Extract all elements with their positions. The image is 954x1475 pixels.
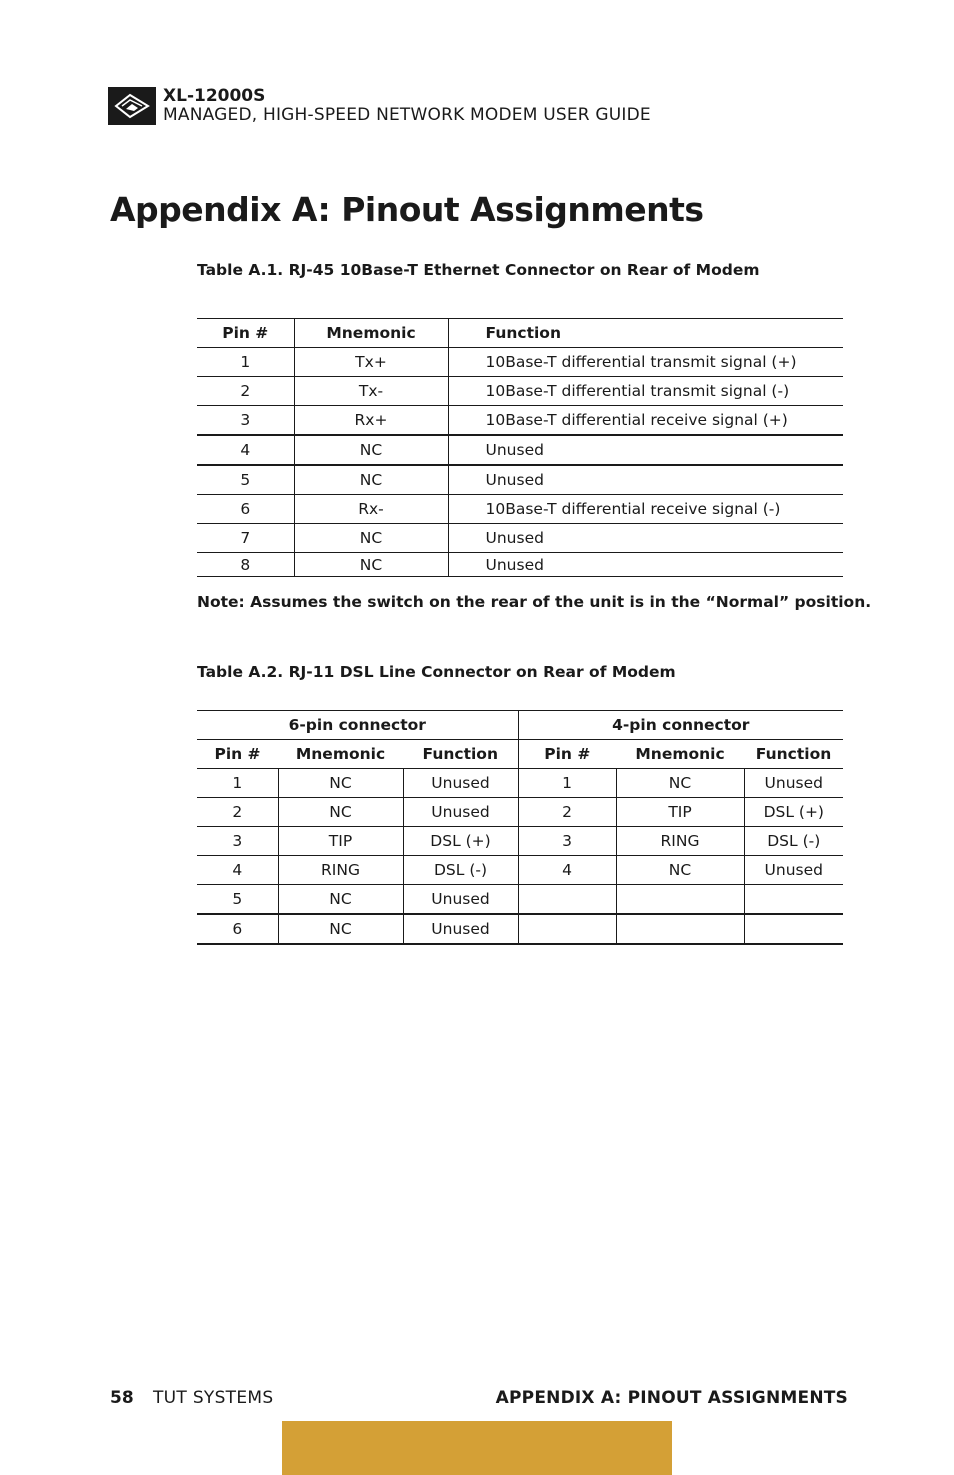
column-header: Function: [744, 740, 843, 769]
function-cell: Unused: [448, 553, 843, 577]
function-cell: DSL (+): [403, 827, 518, 856]
pin-cell: 4: [197, 856, 278, 885]
function-cell: 10Base-T differential receive signal (-): [448, 495, 843, 524]
mnemonic-cell: NC: [616, 856, 744, 885]
function-cell: Unused: [403, 885, 518, 915]
pin-cell: 2: [518, 798, 616, 827]
table-header-row: [197, 740, 843, 769]
column-header: Mnemonic: [278, 740, 403, 769]
function-cell: 10Base-T differential receive signal (+): [448, 406, 843, 436]
table-row: [197, 465, 843, 495]
table-row: [197, 769, 843, 798]
column-header: Mnemonic: [616, 740, 744, 769]
mnemonic-cell: Rx-: [294, 495, 448, 524]
table-row: [197, 377, 843, 406]
table-row: [197, 348, 843, 377]
column-header: Mnemonic: [294, 319, 448, 348]
pin-cell: 3: [518, 827, 616, 856]
mnemonic-cell: RING: [278, 856, 403, 885]
mnemonic-cell: TIP: [616, 798, 744, 827]
table-row: [197, 495, 843, 524]
empty-cell: [518, 885, 616, 915]
table-row: [197, 885, 843, 915]
table-row: [197, 524, 843, 553]
table-row: [197, 827, 843, 856]
mnemonic-cell: Tx-: [294, 377, 448, 406]
pin-cell: 8: [197, 553, 294, 577]
group-header-6pin: 6-pin connector: [197, 711, 518, 740]
pin-cell: 2: [197, 798, 278, 827]
mnemonic-cell: Tx+: [294, 348, 448, 377]
header-subtitle: MANAGED, HIGH-SPEED NETWORK MODEM USER GUIDE: [163, 105, 651, 125]
function-cell: Unused: [448, 435, 843, 465]
table-header-row: [197, 319, 843, 348]
pin-cell: 2: [197, 377, 294, 406]
function-cell: Unused: [403, 798, 518, 827]
function-cell: 10Base-T differential transmit signal (+): [448, 348, 843, 377]
pin-cell: 3: [197, 827, 278, 856]
table-row: [197, 406, 843, 436]
empty-cell: [616, 914, 744, 944]
pin-cell: 6: [197, 495, 294, 524]
pin-cell: 7: [197, 524, 294, 553]
mnemonic-cell: NC: [616, 769, 744, 798]
pin-cell: 3: [197, 406, 294, 436]
page-title: Appendix A: Pinout Assignments: [110, 190, 704, 229]
table-row: [197, 435, 843, 465]
mnemonic-cell: NC: [294, 553, 448, 577]
table-row: [197, 553, 843, 577]
mnemonic-cell: NC: [294, 465, 448, 495]
mnemonic-cell: RING: [616, 827, 744, 856]
pin-cell: 1: [197, 348, 294, 377]
column-header: Pin #: [197, 319, 294, 348]
pin-cell: 1: [518, 769, 616, 798]
empty-cell: [518, 914, 616, 944]
group-header-4pin: 4-pin connector: [518, 711, 843, 740]
empty-cell: [616, 885, 744, 915]
pin-cell: 5: [197, 885, 278, 915]
tut-systems-logo-icon: [108, 87, 156, 125]
pin-cell: 6: [197, 914, 278, 944]
function-cell: Unused: [403, 769, 518, 798]
table-rj11-pinout: [197, 710, 843, 945]
mnemonic-cell: NC: [294, 435, 448, 465]
mnemonic-cell: NC: [278, 914, 403, 944]
empty-cell: [744, 914, 843, 944]
footer-company: TUT SYSTEMS: [153, 1388, 274, 1408]
pin-cell: 5: [197, 465, 294, 495]
function-cell: Unused: [448, 465, 843, 495]
table-group-header-row: [197, 711, 843, 740]
mnemonic-cell: NC: [278, 885, 403, 915]
table1-caption: Table A.1. RJ-45 10Base-T Ethernet Connector on Rear of Modem: [197, 261, 760, 279]
function-cell: DSL (-): [403, 856, 518, 885]
table-row: [197, 914, 843, 944]
mnemonic-cell: Rx+: [294, 406, 448, 436]
mnemonic-cell: TIP: [278, 827, 403, 856]
function-cell: Unused: [744, 769, 843, 798]
mnemonic-cell: NC: [278, 798, 403, 827]
empty-cell: [744, 885, 843, 915]
function-cell: 10Base-T differential transmit signal (-): [448, 377, 843, 406]
column-header: Pin #: [518, 740, 616, 769]
header-model: XL-12000S: [163, 86, 266, 106]
table-rj45-pinout: [197, 318, 843, 577]
pin-cell: 1: [197, 769, 278, 798]
function-cell: DSL (-): [744, 827, 843, 856]
column-header: Function: [403, 740, 518, 769]
table2-caption: Table A.2. RJ-11 DSL Line Connector on Rear of Modem: [197, 663, 676, 681]
pin-cell: 4: [197, 435, 294, 465]
function-cell: DSL (+): [744, 798, 843, 827]
function-cell: Unused: [448, 524, 843, 553]
page-number: 58: [110, 1388, 134, 1408]
footer-section-title: APPENDIX A: PINOUT ASSIGNMENTS: [495, 1388, 848, 1408]
mnemonic-cell: NC: [294, 524, 448, 553]
table-row: [197, 798, 843, 827]
footer-accent-bar: [282, 1421, 672, 1475]
table-row: [197, 856, 843, 885]
column-header: Pin #: [197, 740, 278, 769]
function-cell: Unused: [403, 914, 518, 944]
table1-note: Note: Assumes the switch on the rear of the unit is in the “Normal” position.: [197, 593, 872, 611]
column-header: Function: [448, 319, 843, 348]
pin-cell: 4: [518, 856, 616, 885]
function-cell: Unused: [744, 856, 843, 885]
mnemonic-cell: NC: [278, 769, 403, 798]
